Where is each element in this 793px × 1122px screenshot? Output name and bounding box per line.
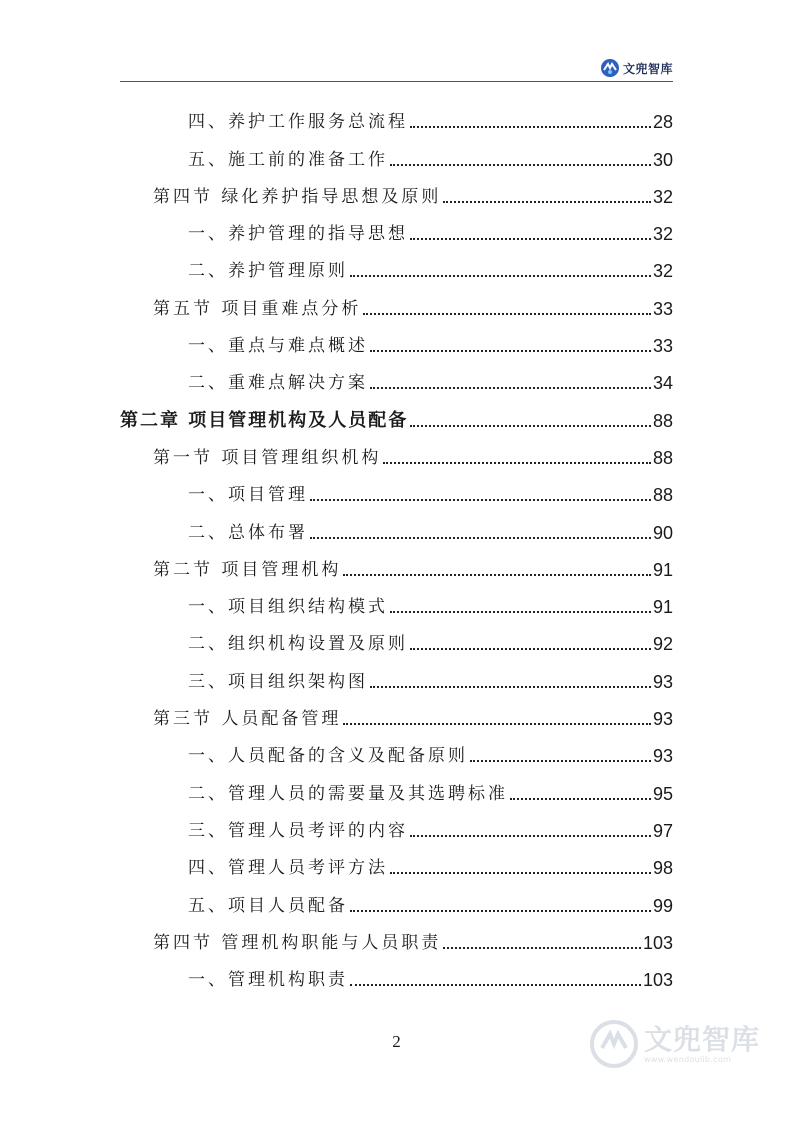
toc-entry-page: 93: [652, 709, 673, 730]
toc-entry[interactable]: [120, 398, 673, 435]
toc-entry-title: 第一节 项目管理组织机构: [153, 447, 382, 468]
toc-entry-title: 第四节 绿化养护指导思想及原则: [153, 186, 442, 207]
toc-entry-page: 32: [652, 261, 673, 282]
toc-leader-dots: [410, 126, 651, 128]
toc-entry-title: 三、管理人员考评的内容: [188, 820, 408, 841]
toc-entry[interactable]: [120, 883, 673, 920]
toc-entry-title: 四、养护工作服务总流程: [188, 112, 408, 133]
toc-entry-page: 103: [642, 932, 673, 953]
toc-entry-page: 91: [652, 597, 673, 618]
toc-leader-dots: [410, 648, 651, 650]
toc-leader-dots: [310, 537, 651, 539]
toc-leader-dots: [370, 387, 651, 389]
toc-entry[interactable]: [120, 809, 673, 846]
page-number: 2: [392, 1032, 401, 1051]
toc-entry[interactable]: [120, 249, 673, 286]
toc-entry[interactable]: [120, 659, 673, 696]
toc-entry-page: 32: [652, 224, 673, 245]
header-rule: [120, 81, 673, 82]
toc-entry[interactable]: [120, 361, 673, 398]
header-logo: [600, 57, 673, 79]
toc-entry-page: 103: [642, 970, 673, 991]
toc-entry-title: 一、管理机构职责: [188, 970, 348, 991]
toc-entry[interactable]: [120, 771, 673, 808]
toc-leader-dots: [370, 686, 651, 688]
toc-leader-dots: [343, 574, 651, 576]
toc-entry-page: 32: [652, 186, 673, 207]
toc-leader-dots: [310, 499, 651, 501]
table-of-contents: [120, 100, 673, 995]
toc-entry-title: 二、管理人员的需要量及其选聘标准: [188, 783, 508, 804]
toc-leader-dots: [410, 238, 651, 240]
toc-entry[interactable]: [120, 921, 673, 958]
toc-leader-dots: [350, 910, 651, 912]
toc-entry[interactable]: [120, 697, 673, 734]
toc-entry-title: 五、施工前的准备工作: [188, 149, 388, 170]
toc-entry-title: 一、重点与难点概述: [188, 336, 368, 357]
toc-entry-page: 95: [652, 783, 673, 804]
toc-entry-page: 28: [652, 112, 673, 133]
toc-leader-dots: [350, 275, 651, 277]
toc-entry-title: 二、组织机构设置及原则: [188, 634, 408, 655]
toc-leader-dots: [390, 164, 651, 166]
toc-entry-title: 一、养护管理的指导思想: [188, 224, 408, 245]
toc-entry-page: 93: [652, 671, 673, 692]
toc-leader-dots: [390, 611, 651, 613]
toc-entry-page: 34: [652, 373, 673, 394]
toc-entry[interactable]: [120, 100, 673, 137]
toc-entry-title: 三、项目组织架构图: [188, 671, 368, 692]
toc-entry-page: 98: [652, 858, 673, 879]
toc-entry-title: 五、项目人员配备: [188, 895, 348, 916]
toc-entry[interactable]: [120, 436, 673, 473]
toc-leader-dots: [350, 984, 641, 986]
toc-entry-page: 88: [652, 485, 673, 506]
toc-entry-title: 四、管理人员考评方法: [188, 858, 388, 879]
toc-entry-page: 91: [652, 559, 673, 580]
toc-entry-title: 第三节 人员配备管理: [153, 709, 342, 730]
toc-entry[interactable]: [120, 175, 673, 212]
watermark-text: [644, 1022, 761, 1064]
toc-entry-page: 88: [652, 447, 673, 468]
toc-entry-title: 一、项目管理: [188, 485, 308, 506]
toc-leader-dots: [443, 947, 641, 949]
toc-entry-title: 第四节 管理机构职能与人员职责: [153, 932, 442, 953]
toc-entry[interactable]: [120, 473, 673, 510]
toc-leader-dots: [443, 201, 651, 203]
watermark-brand: 文兜智库: [644, 1022, 761, 1056]
toc-leader-dots: [410, 425, 651, 427]
watermark-logo-icon: [588, 1018, 640, 1070]
toc-entry[interactable]: [120, 324, 673, 361]
toc-entry-title: 一、项目组织结构模式: [188, 597, 388, 618]
toc-leader-dots: [343, 723, 651, 725]
toc-entry-title: 一、人员配备的含义及配备原则: [188, 746, 468, 767]
toc-entry[interactable]: [120, 846, 673, 883]
toc-leader-dots: [363, 313, 651, 315]
toc-entry[interactable]: [120, 510, 673, 547]
toc-entry-page: 33: [652, 298, 673, 319]
toc-entry[interactable]: [120, 137, 673, 174]
toc-entry[interactable]: [120, 585, 673, 622]
toc-entry-page: 97: [652, 820, 673, 841]
toc-leader-dots: [390, 872, 651, 874]
toc-entry[interactable]: [120, 548, 673, 585]
logo-mark-icon: [600, 58, 620, 78]
toc-entry[interactable]: [120, 622, 673, 659]
toc-entry[interactable]: [120, 286, 673, 323]
toc-leader-dots: [510, 798, 651, 800]
logo-text: 文兜智库: [622, 61, 673, 76]
toc-leader-dots: [410, 835, 651, 837]
toc-entry-title: 二、重难点解决方案: [188, 373, 368, 394]
toc-leader-dots: [383, 462, 651, 464]
watermark: [588, 1018, 760, 1070]
toc-entry-title: 二、养护管理原则: [188, 261, 348, 282]
toc-entry-page: 88: [652, 410, 673, 431]
toc-entry-title: 第二节 项目管理机构: [153, 559, 342, 580]
toc-entry-page: 90: [652, 522, 673, 543]
toc-entry-page: 93: [652, 746, 673, 767]
toc-entry[interactable]: [120, 958, 673, 995]
watermark-url: www.wendoulib.com: [644, 1054, 732, 1064]
toc-entry-title: 二、总体布署: [188, 522, 308, 543]
toc-leader-dots: [470, 760, 651, 762]
toc-entry-page: 30: [652, 149, 673, 170]
toc-entry-title: 第五节 项目重难点分析: [153, 298, 362, 319]
toc-entry-page: 92: [652, 634, 673, 655]
toc-entry[interactable]: [120, 212, 673, 249]
toc-entry-title: 第二章 项目管理机构及人员配备: [120, 409, 409, 431]
toc-entry[interactable]: [120, 734, 673, 771]
toc-entry-page: 99: [652, 895, 673, 916]
toc-entry-page: 33: [652, 336, 673, 357]
toc-leader-dots: [370, 350, 651, 352]
